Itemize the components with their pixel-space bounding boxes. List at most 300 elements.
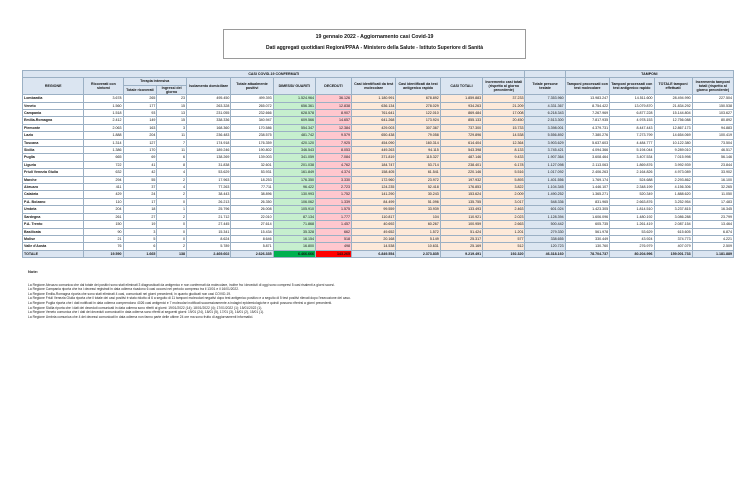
col-persone-testate: Totale persone testate — [525, 78, 565, 95]
value-cell: 13.079.870 — [610, 102, 654, 109]
value-cell: 2.009 — [483, 191, 525, 198]
col-ricoverati: Ricoverati con sintomi — [84, 78, 123, 95]
value-cell: 17.963 — [186, 176, 230, 183]
value-cell: 71.868 — [273, 221, 315, 228]
table-row — [23, 191, 734, 198]
table-row — [23, 243, 734, 250]
value-cell: 7.267.969 — [565, 110, 609, 117]
value-cell: 36.126 — [316, 95, 352, 102]
value-cell: 139.003 — [231, 154, 273, 161]
value-cell: 90 — [84, 228, 123, 235]
value-cell: 641.268 — [351, 117, 395, 124]
value-cell: 13.983.247 — [565, 95, 609, 102]
note-line: La Regione Umbria comunica che 4 dei decessi comunicati in data odierna non fanno parte delle ultime 24 ore ma sono frutto di aggiornamenti informatici. — [28, 314, 254, 319]
value-cell: 1.261.419 — [610, 221, 654, 228]
value-cell: 2.113.063 — [565, 161, 609, 168]
value-cell: 1.201 — [483, 228, 525, 235]
value-cell: 56.146 — [692, 154, 733, 161]
value-cell: 80.892 — [692, 117, 733, 124]
region-cell: Piemonte — [23, 124, 84, 131]
col-casi-molecolare: Casi identificati da test molecolare — [351, 78, 395, 95]
value-cell: 5 — [123, 235, 157, 242]
value-cell: 4.379.731 — [565, 124, 609, 131]
col-casi-antigenico: Casi identificati da test antigenico rapido — [396, 78, 440, 95]
value-cell: 4.221 — [692, 235, 733, 242]
col-tamponi-antigenico: Tamponi processati con test antigenico rapido — [610, 78, 654, 95]
value-cell: 7.817.935 — [565, 117, 609, 124]
value-cell: 2.463 — [483, 206, 525, 213]
table-row — [23, 154, 734, 161]
value-cell: 1 — [157, 206, 187, 213]
value-cell: 7.084 — [316, 154, 352, 161]
value-cell: 0 — [157, 198, 187, 205]
value-cell: 2.087.154 — [654, 221, 692, 228]
value-cell: 189.246 — [186, 147, 230, 154]
value-cell: 499.393 — [231, 95, 273, 102]
value-cell: 27 — [123, 213, 157, 220]
value-cell: 500.442 — [525, 221, 565, 228]
value-cell: 2 — [157, 176, 187, 183]
value-cell: 3.086.288 — [654, 213, 692, 220]
table-row — [23, 139, 734, 146]
value-cell: 3 — [123, 228, 157, 235]
region-cell: TOTALE — [23, 250, 84, 257]
value-cell: 2 — [157, 191, 187, 198]
value-cell: 12.364 — [483, 139, 525, 146]
value-cell: 656.361 — [273, 102, 315, 109]
value-cell: 87.134 — [273, 213, 315, 220]
value-cell: 1.888.620 — [654, 191, 692, 198]
value-cell: 338.336 — [186, 117, 230, 124]
value-cell: 176.359 — [231, 139, 273, 146]
value-cell: 3.330 — [316, 176, 352, 183]
group-tamponi: TAMPONI — [565, 71, 733, 78]
value-cell: 8.133 — [483, 147, 525, 154]
value-cell: 420.120 — [273, 139, 315, 146]
table-row — [23, 161, 734, 168]
region-cell: P.A. Bolzano — [23, 198, 84, 205]
region-cell: P.A. Trento — [23, 221, 84, 228]
value-cell: 8.053 — [316, 147, 352, 154]
value-cell: 1.518 — [84, 110, 123, 117]
table-row — [23, 117, 734, 124]
value-cell: 2.348.199 — [610, 184, 654, 191]
value-cell: 38.443 — [186, 191, 230, 198]
value-cell: 105.910 — [273, 206, 315, 213]
value-cell: 5.871 — [231, 243, 273, 250]
value-cell: 55 — [123, 176, 157, 183]
value-cell: 163 — [123, 124, 157, 131]
value-cell: 20.168 — [351, 235, 395, 242]
value-cell: 110.817 — [351, 213, 395, 220]
value-cell: 561.978 — [565, 228, 609, 235]
value-cell: 24 — [123, 191, 157, 198]
value-cell: 279.330 — [525, 228, 565, 235]
value-cell: 520.349 — [610, 191, 654, 198]
value-cell: 614.404 — [440, 139, 482, 146]
value-cell: 204 — [123, 132, 157, 139]
value-cell: 40.692 — [351, 221, 395, 228]
value-cell: 143.265 — [316, 250, 352, 257]
value-cell: 278.029 — [396, 102, 440, 109]
value-cell: 487.146 — [440, 154, 482, 161]
region-cell: Puglia — [23, 154, 84, 161]
note-line: La Regione Sicilia riporta che i dati dei deceduti comunicati in data odierna sono riferiti ai giorni: 19/01/2022 (14); 18/01/2022 (4); 17/01/2022 (1); 15/01/2022 (1). — [28, 305, 263, 310]
value-cell: 100.959 — [440, 221, 482, 228]
value-cell: 69 — [123, 154, 157, 161]
value-cell: 130.993 — [273, 191, 315, 198]
value-cell: 341.059 — [273, 154, 315, 161]
value-cell: 51.096 — [396, 198, 440, 205]
value-cell: 481.742 — [273, 132, 315, 139]
value-cell: 4 — [157, 184, 187, 191]
value-cell: 7.925 — [316, 139, 352, 146]
value-cell: 12.384 — [316, 124, 352, 131]
value-cell: 15 — [157, 117, 187, 124]
region-cell: Abruzzo — [23, 184, 84, 191]
value-cell: 20.450 — [483, 117, 525, 124]
value-cell: 77.263 — [186, 184, 230, 191]
value-cell: 543.398 — [440, 147, 482, 154]
value-cell: 330.449 — [565, 235, 609, 242]
value-cell: 1.907.364 — [525, 154, 565, 161]
value-cell: 41 — [123, 161, 157, 168]
value-cell: 25.169 — [440, 243, 482, 250]
value-cell: 26.008 — [231, 206, 273, 213]
value-cell: 4.484.777 — [610, 139, 654, 146]
value-cell: 161.849 — [273, 169, 315, 176]
value-cell: 77.711 — [231, 184, 273, 191]
value-cell: 3.017 — [483, 198, 525, 205]
value-cell: 149 — [123, 117, 157, 124]
value-cell: 138.269 — [186, 154, 230, 161]
value-cell: 2.023 — [483, 213, 525, 220]
value-cell: 429.003 — [351, 124, 395, 131]
value-cell: 53.629 — [610, 228, 654, 235]
value-cell: 15 — [157, 102, 187, 109]
value-cell: 6.874 — [692, 228, 733, 235]
region-cell: Basilicata — [23, 228, 84, 235]
col-incremento-tamponi: Incremento tamponi totali (rispetto al giorno precedente) — [692, 78, 733, 95]
value-cell: 170.586 — [231, 124, 273, 131]
value-cell: 13 — [157, 110, 187, 117]
value-cell: 104 — [396, 213, 440, 220]
value-cell: 2.663.876 — [610, 198, 654, 205]
value-cell: 15.434 — [231, 228, 273, 235]
value-cell: 8.646 — [231, 235, 273, 242]
value-cell: 197.932 — [440, 176, 482, 183]
value-cell: 231.055 — [186, 110, 230, 117]
value-cell: 6.466.666 — [273, 250, 315, 257]
value-cell: 53.629 — [186, 169, 230, 176]
value-cell: 159.001.733 — [654, 250, 692, 257]
value-cell: 1.365.271 — [565, 191, 609, 198]
table-row — [23, 147, 734, 154]
table-row — [23, 124, 734, 131]
value-cell: 1.339 — [316, 198, 352, 205]
value-cell: 338.655 — [525, 235, 565, 242]
value-cell: 4.156.306 — [654, 184, 692, 191]
value-cell: 227.504 — [692, 95, 733, 102]
value-cell: 498 — [316, 243, 352, 250]
value-cell: 9.289.010 — [654, 147, 692, 154]
value-cell: 201.038 — [273, 161, 315, 168]
value-cell: 33.939 — [396, 206, 440, 213]
value-cell: 15.341 — [186, 228, 230, 235]
table-row — [23, 132, 734, 139]
value-cell: 12.867.173 — [654, 124, 692, 131]
value-cell: 61.541 — [396, 169, 440, 176]
value-cell: 3.903.629 — [525, 139, 565, 146]
col-deceduti: DECEDUTI — [316, 78, 352, 95]
value-cell: 2.663 — [483, 221, 525, 228]
value-cell: 6 — [157, 154, 187, 161]
value-cell: 1.888 — [84, 132, 123, 139]
group-blank — [525, 71, 565, 78]
value-cell: 346.543 — [273, 147, 315, 154]
value-cell: 8.907 — [316, 110, 352, 117]
value-cell: 238.575 — [231, 132, 273, 139]
region-cell: Toscana — [23, 139, 84, 146]
value-cell: 11 — [157, 132, 187, 139]
value-cell: 13.464 — [692, 221, 733, 228]
table-row — [23, 110, 734, 117]
value-cell: 27.445 — [186, 221, 230, 228]
value-cell: 2.063 — [84, 124, 123, 131]
region-cell: Molise — [23, 235, 84, 242]
table-row — [23, 221, 734, 228]
value-cell: 9.219.491 — [440, 250, 482, 257]
value-cell: 263.328 — [186, 102, 230, 109]
value-cell: 18.253 — [231, 176, 273, 183]
value-cell: 14.538 — [351, 243, 395, 250]
value-cell: 37 — [123, 184, 157, 191]
value-cell: 25.317 — [440, 235, 482, 242]
value-cell: 30.243 — [396, 191, 440, 198]
total-row — [23, 250, 734, 257]
col-dimessi: DIMESSI/ GUARITI — [273, 78, 315, 95]
value-cell: 32.265 — [692, 184, 733, 191]
value-cell: 53.931 — [231, 169, 273, 176]
group-terapia-intensiva: Terapia intensiva — [123, 78, 186, 85]
value-cell: 7.353.960 — [525, 95, 565, 102]
value-cell: 601.024 — [525, 206, 565, 213]
value-cell: 130.760 — [565, 243, 609, 250]
value-cell: 3.608.464 — [565, 154, 609, 161]
value-cell: 35.328 — [273, 228, 315, 235]
table-row — [23, 198, 734, 205]
value-cell: 605.735 — [565, 221, 609, 228]
col-totale-positivi: Totale attualmente positivi — [231, 78, 273, 95]
value-cell: 632 — [84, 169, 123, 176]
value-cell: 79.058 — [396, 132, 440, 139]
value-cell: 133.493 — [440, 206, 482, 213]
value-cell: 21.834.292 — [654, 102, 692, 109]
value-cell: 176.853 — [440, 184, 482, 191]
value-cell: 1.181.889 — [692, 250, 733, 257]
value-cell: 103.627 — [692, 110, 733, 117]
value-cell: 3.407.534 — [610, 154, 654, 161]
value-cell: 31.838 — [186, 161, 230, 168]
value-cell: 3.237.815 — [654, 206, 692, 213]
value-cell: 307.367 — [396, 124, 440, 131]
value-cell: 2.723 — [316, 184, 352, 191]
value-cell: 678.892 — [396, 95, 440, 102]
value-cell: 1.180.991 — [351, 95, 395, 102]
value-cell: 3.678 — [84, 95, 123, 102]
value-cell: 554.347 — [273, 124, 315, 131]
region-cell: Lombardia — [23, 95, 84, 102]
value-cell: 4.762 — [316, 161, 352, 168]
value-cell: 80.204.996 — [610, 250, 654, 257]
value-cell: 204 — [84, 206, 123, 213]
value-cell: 106.062 — [273, 198, 315, 205]
value-cell: 192.320 — [483, 250, 525, 257]
value-cell: 5.194.044 — [610, 147, 654, 154]
region-cell: Liguria — [23, 161, 84, 168]
value-cell: 1.128.394 — [525, 213, 565, 220]
value-cell: 46.318.160 — [525, 250, 565, 257]
value-cell: 1.777 — [316, 213, 352, 220]
value-cell: 2.164.826 — [610, 169, 654, 176]
value-cell: 176.350 — [273, 176, 315, 183]
note-line: La Regione Campania riporta che tra i decessi registrati in data odierna ricadono 6 casi occorsi nel periodo compreso tra il 13/01 e il 16/01/2022. — [28, 287, 239, 292]
value-cell: 869.484 — [440, 110, 482, 117]
value-cell: 1.814.510 — [610, 206, 654, 213]
value-cell: 124.235 — [351, 184, 395, 191]
value-cell: 374.773 — [654, 235, 692, 242]
value-cell: 577 — [483, 235, 525, 242]
value-cell: 7 — [157, 139, 187, 146]
value-cell: 761.641 — [351, 110, 395, 117]
value-cell: 4.978.153 — [610, 117, 654, 124]
value-cell: 170 — [123, 147, 157, 154]
region-cell: Veneto — [23, 102, 84, 109]
value-cell: 512 — [483, 243, 525, 250]
col-isolamento: Isolamento domiciliare — [186, 78, 230, 95]
region-cell: Lazio — [23, 132, 84, 139]
value-cell: 23.844 — [692, 161, 733, 168]
value-cell: 122.010 — [396, 110, 440, 117]
col-ti-totale: Totale ricoverati — [123, 85, 157, 94]
col-tamponi-molecolare: Tamponi processati con test molecolare — [565, 78, 609, 95]
value-cell: 94.883 — [692, 124, 733, 131]
value-cell: 51.424 — [440, 228, 482, 235]
value-cell: 94.115 — [396, 147, 440, 154]
value-cell: 1.490.252 — [525, 191, 565, 198]
value-cell: 52.418 — [396, 184, 440, 191]
value-cell: 9.579 — [316, 132, 352, 139]
value-cell: 5.516 — [483, 169, 525, 176]
value-cell: 1.560 — [84, 102, 123, 109]
value-cell: 265.072 — [231, 102, 273, 109]
value-cell: 615.605 — [654, 228, 692, 235]
value-cell: 220.146 — [440, 169, 482, 176]
value-cell: 28.494.990 — [654, 95, 692, 102]
value-cell: 650.438 — [351, 132, 395, 139]
value-cell: 9.433 — [483, 154, 525, 161]
value-cell: 19 — [123, 221, 157, 228]
value-cell: 5.789 — [186, 243, 230, 250]
value-cell: 4.973.089 — [654, 169, 692, 176]
value-cell: 10.631 — [396, 243, 440, 250]
region-cell: Valle d'Aosta — [23, 243, 84, 250]
value-cell: 855.133 — [440, 117, 482, 124]
value-cell: 37.233 — [483, 95, 525, 102]
region-cell: Emilia-Romagna — [23, 117, 84, 124]
value-cell: 14.657 — [316, 117, 352, 124]
value-cell: 127 — [123, 139, 157, 146]
value-cell: 2.406.263 — [565, 169, 609, 176]
value-cell: 729.896 — [440, 132, 482, 139]
table-row — [23, 169, 734, 176]
value-cell: 25.796 — [186, 206, 230, 213]
value-cell: 411 — [84, 184, 123, 191]
value-cell: 174.918 — [186, 139, 230, 146]
group-casi: CASI COVID-19 CONFERMATI — [23, 71, 525, 78]
region-cell: Friuli Venezia Giulia — [23, 169, 84, 176]
value-cell: 1.017.092 — [525, 169, 565, 176]
value-cell: 42 — [123, 169, 157, 176]
value-cell: 43.924 — [610, 235, 654, 242]
value-cell: 1.572 — [396, 228, 440, 235]
region-cell: Umbria — [23, 206, 84, 213]
value-cell: 609.566 — [273, 117, 315, 124]
value-cell: 7.273.799 — [610, 132, 654, 139]
value-cell: 99.559 — [351, 206, 395, 213]
value-cell: 1.869.876 — [610, 161, 654, 168]
note-line: La Regione Abruzzo comunica che dal totale dei positivi sono stati eliminati 3 diagnosticati da antigenico e non confermati da molecolare, inoltre fra i deceduti di oggi sono compresi 5 casi risalenti a giorni scorsi. — [28, 282, 335, 287]
notes-heading: Note: — [28, 269, 39, 274]
value-cell: 177 — [123, 102, 157, 109]
value-cell: 138 — [157, 250, 187, 257]
value-cell: 7.015.998 — [654, 154, 692, 161]
region-cell: Marche — [23, 176, 84, 183]
value-cell: 96.422 — [273, 184, 315, 191]
table-row — [23, 206, 734, 213]
value-cell: 1.769.174 — [565, 176, 609, 183]
value-cell: 1.446.107 — [565, 184, 609, 191]
value-cell: 115.327 — [396, 154, 440, 161]
value-cell: 2.513.300 — [525, 117, 565, 124]
col-tamponi-totale: TOTALE tamponi effettuati — [654, 78, 692, 95]
value-cell: 1.606.096 — [565, 213, 609, 220]
table-body — [23, 95, 734, 258]
value-cell: 2.626.335 — [231, 250, 273, 257]
value-cell: 21.712 — [186, 213, 230, 220]
value-cell: 49.652 — [351, 228, 395, 235]
note-line: La Regione Friuli Venezia Giulia riporta che il totale dei casi positivi è stato ridotto di 6 a seguito di 11 tamponi molecolari negativi dopo test antigenico positivo e a seguito di 5 test positivi rilevati dopo l'esecuzione del caso. — [28, 296, 351, 301]
value-cell: 8.624 — [186, 235, 230, 242]
value-cell: 23.972 — [396, 176, 440, 183]
value-cell: 14.511.600 — [610, 95, 654, 102]
value-cell: 1.104.345 — [525, 184, 565, 191]
region-cell: Sicilia — [23, 147, 84, 154]
value-cell: 276.979 — [610, 243, 654, 250]
value-cell: 26.350 — [231, 198, 273, 205]
value-cell: 1.127.098 — [525, 161, 565, 168]
value-cell: 5.637.603 — [565, 139, 609, 146]
covid-data-table — [22, 70, 734, 258]
value-cell: 1.423.305 — [565, 206, 609, 213]
note-line: La Regione Emilia-Romagna riporta che sono stati eliminati 4 casi, comunicati nei giorni precedenti, in quanto giudicati non casi COVID-19. — [28, 291, 232, 296]
value-cell: 17.008 — [483, 110, 525, 117]
value-cell: 1.575 — [316, 206, 352, 213]
value-cell: 548.336 — [525, 198, 565, 205]
notes-section — [28, 270, 728, 319]
value-cell: 1.859.883 — [440, 95, 482, 102]
value-cell: 722 — [84, 161, 123, 168]
